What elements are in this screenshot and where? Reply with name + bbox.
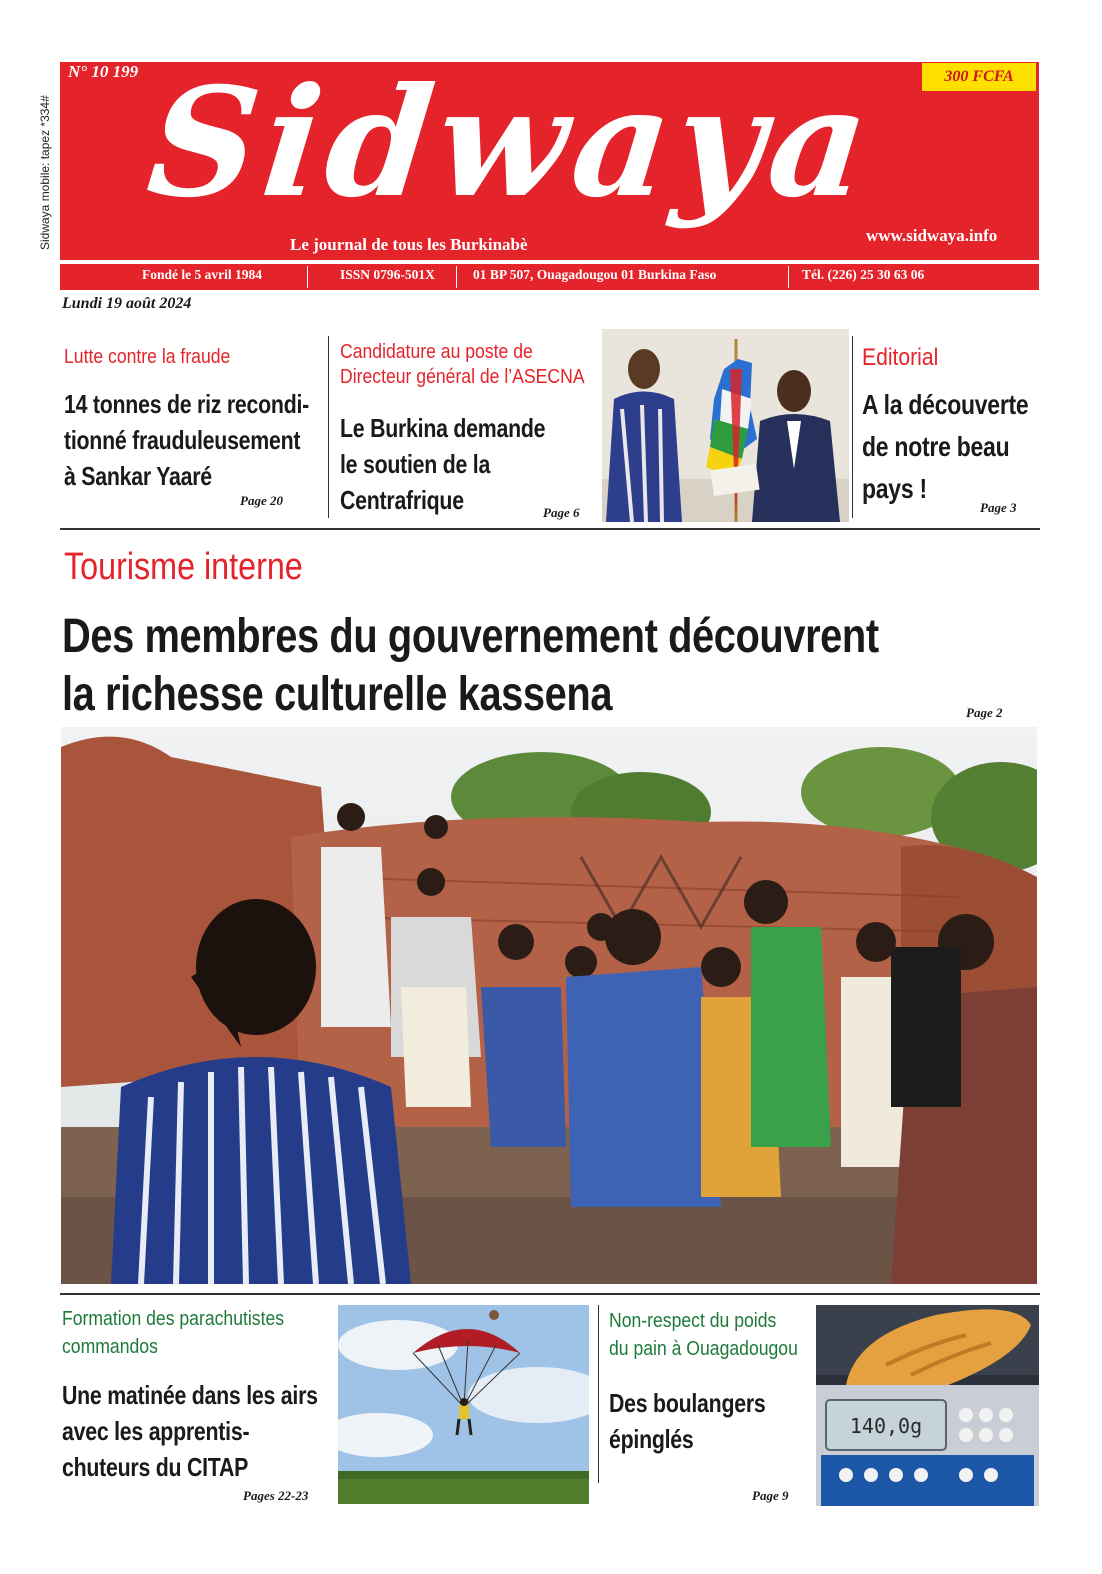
section-divider [60,1293,1040,1295]
section-divider [60,528,1040,530]
bread-scale-photo [816,1305,1039,1506]
parachute-photo [338,1305,589,1504]
scale-reading: 140,0g [849,1414,923,1438]
lead-photo-kassena-visit [61,727,1037,1284]
newspaper-logo: Sidwaya [140,55,883,231]
page-reference: Page 20 [240,493,283,508]
issue-number: N° 10 199 [68,62,139,81]
teaser-headline-editorial[interactable] [862,384,1028,510]
info-bar [60,264,1039,290]
headline-line: Le Burkina demande [340,413,546,443]
kicker-line: Directeur général de l’ASECNA [340,366,585,388]
teaser-headline-fraud[interactable] [64,386,309,494]
divider [307,266,308,288]
page-reference: Pages 22-23 [243,1488,309,1503]
headline-line: Des membres du gouvernement découvrent [62,610,879,663]
headline-line: Des boulangers [609,1388,766,1418]
headline-line: 14 tonnes de riz recondi- [64,389,310,419]
teaser-kicker-asecna [340,340,585,390]
bottom-headline-parachute[interactable] [62,1377,318,1485]
headline-line: chuteurs du CITAP [62,1452,249,1482]
lead-kicker: Tourisme interne [64,546,303,588]
lead-headline[interactable] [62,608,879,724]
phone-number: Tél. (226) 25 30 63 06 [802,267,925,282]
bottom-kicker-parachute [62,1305,284,1361]
divider [456,266,457,288]
founded-date: Fondé le 5 avril 1984 [142,267,262,282]
headline-line: épinglés [609,1424,694,1454]
kicker-line: du pain à Ouagadougou [609,1338,798,1360]
mobile-service-note: Sidwaya mobile: tapez *334# [38,95,52,250]
kicker-line: Non-respect du poids [609,1310,777,1332]
headline-line: A la découverte [862,389,1029,420]
headline-line: tionné frauduleusement [64,425,301,455]
tagline: Le journal de tous les Burkinabè [290,235,528,254]
kicker-line: commandos [62,1336,158,1358]
teaser-kicker-fraud: Lutte contre la fraude [64,346,231,368]
headline-line: Centrafrique [340,485,464,515]
divider [788,266,789,288]
headline-line: la richesse culturelle kassena [62,668,613,721]
headline-line: avec les apprentis- [62,1416,250,1446]
headline-line: à Sankar Yaaré [64,461,212,491]
column-divider [598,1305,599,1483]
page-reference: Page 9 [752,1488,789,1503]
postal-address: 01 BP 507, Ouagadougou 01 Burkina Faso [473,267,717,282]
kicker-line: Candidature au poste de [340,341,533,363]
diplomatic-meeting-photo [602,329,849,522]
kicker-line: Formation des parachutistes [62,1308,285,1330]
page-reference: Page 2 [966,705,1003,720]
page-reference: Page 3 [980,500,1017,515]
headline-line: de notre beau [862,431,1010,462]
price-badge: 300 FCFA [922,63,1036,91]
headline-line: le soutien de la [340,449,491,479]
website-link[interactable]: www.sidwaya.info [866,226,998,245]
headline-line: pays ! [862,473,927,504]
issn: ISSN 0796-501X [340,267,435,282]
publication-date: Lundi 19 août 2024 [62,295,192,312]
teaser-kicker-editorial: Editorial [862,344,939,371]
column-divider [852,336,853,518]
teaser-headline-asecna[interactable] [340,410,545,518]
bottom-headline-bread[interactable] [609,1385,766,1457]
page-reference: Page 6 [543,505,580,520]
bottom-kicker-bread [609,1307,798,1363]
column-divider [328,336,329,518]
headline-line: Une matinée dans les airs [62,1380,318,1410]
